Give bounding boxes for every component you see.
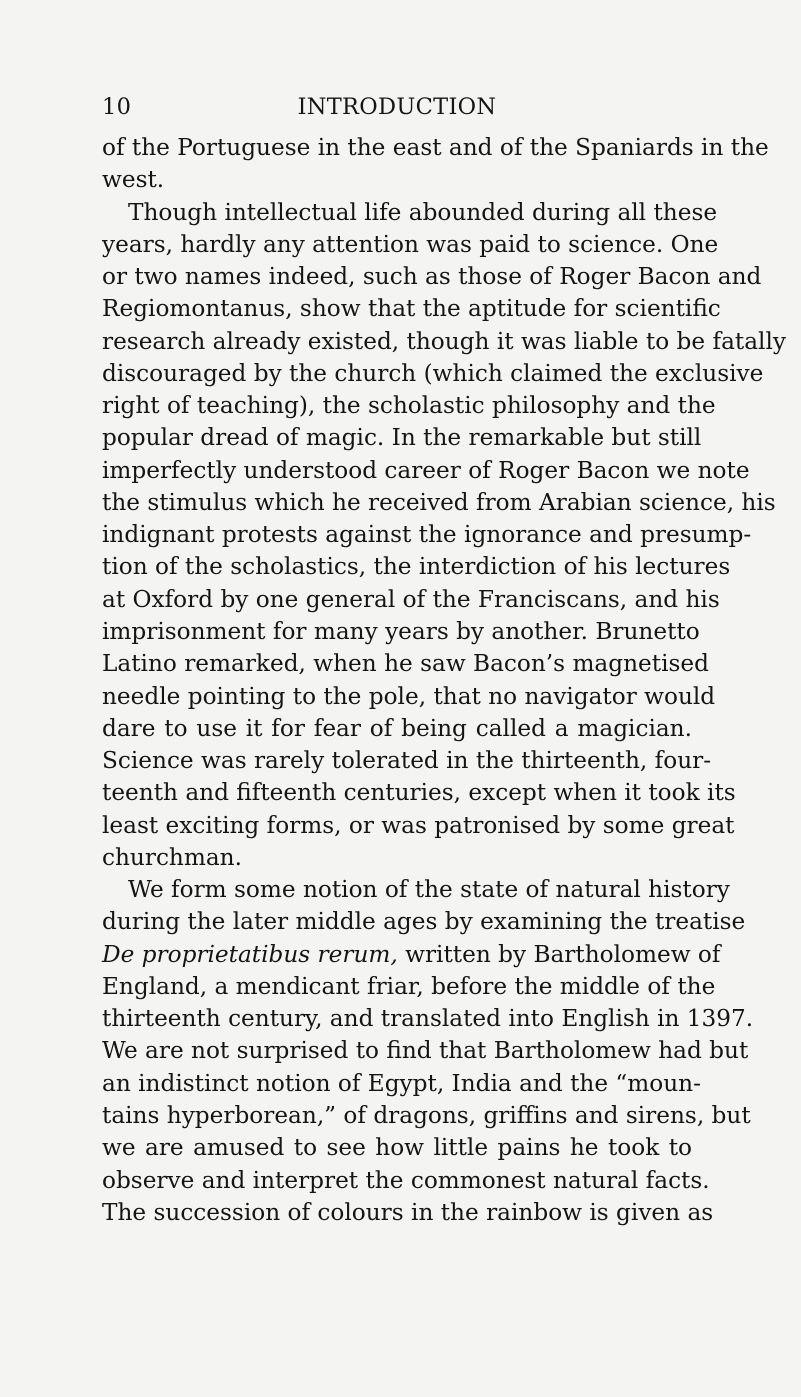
text-line: dare to use it for fear of being called a magician. [102, 714, 692, 742]
text-line: the stimulus which he received from Arabian science, his [102, 488, 776, 516]
text-line: imprisonment for many years by another. Brunetto [102, 617, 700, 645]
text-line: Latino remarked, when he saw Bacon’s magnetised [102, 650, 709, 678]
text-line: an indistinct notion of Egypt, India and the “moun- [102, 1069, 701, 1097]
text-line: thirteenth century, and translated into English in 1397. [102, 1005, 754, 1033]
text-line: during the later middle ages by examining the treatise [102, 908, 746, 936]
text-line: indignant protests against the ignorance and presump- [102, 521, 752, 549]
text-line: observe and interpret the commonest natural facts. [102, 1166, 710, 1194]
text-line: Regiomontanus, show that the aptitude for scientific [102, 295, 721, 323]
running-head [102, 92, 692, 122]
text-line: The succession of colours in the rainbow is given as [102, 1198, 714, 1226]
text-line: Though intellectual life abounded during all these [128, 198, 718, 226]
text-line: research already existed, though it was liable to be fatally [102, 327, 786, 355]
text-line: churchman. [102, 843, 242, 871]
body-text [102, 132, 786, 1229]
text-line: We are not surprised to find that Bartholomew had but [102, 1037, 749, 1065]
text-line: or two names indeed, such as those of Roger Bacon and [102, 263, 762, 291]
running-title: INTRODUCTION [297, 94, 497, 120]
text-line: we are amused to see how little pains he took to [102, 1134, 692, 1162]
text-line: We form some notion of the state of natural history [128, 876, 730, 904]
text-line: right of teaching), the scholastic philosophy and the [102, 392, 716, 420]
text-line: discouraged by the church (which claimed the exclusive [102, 359, 764, 387]
text-line: tains hyperborean,” of dragons, griffins and sirens, but [102, 1101, 751, 1129]
text-line: Science was rarely tolerated in the thirteenth, four- [102, 747, 712, 775]
text-line: popular dread of magic. In the remarkable but still [102, 424, 702, 452]
book-title: De proprietatibus rerum, [102, 940, 398, 968]
text-line: tion of the scholastics, the interdiction of his lectures [102, 553, 731, 581]
text-line: needle pointing to the pole, that no navigator would [102, 682, 716, 710]
text-line: at Oxford by one general of the Franciscans, and his [102, 585, 720, 613]
text-line: De proprietatibus rerum, written by Bartholomew of [102, 940, 721, 968]
text-line: west. [102, 166, 165, 194]
text-line: England, a mendicant friar, before the middle of the [102, 972, 716, 1000]
text-line: imperfectly understood career of Roger Bacon we note [102, 456, 750, 484]
text-line: years, hardly any attention was paid to science. One [102, 230, 719, 258]
text-line: of the Portuguese in the east and of the Spaniards in the [102, 134, 769, 161]
text-line: least exciting forms, or was patronised by some great [102, 811, 735, 839]
page-number: 10 [102, 94, 132, 120]
text-line: teenth and fifteenth centuries, except when it took its [102, 779, 736, 807]
